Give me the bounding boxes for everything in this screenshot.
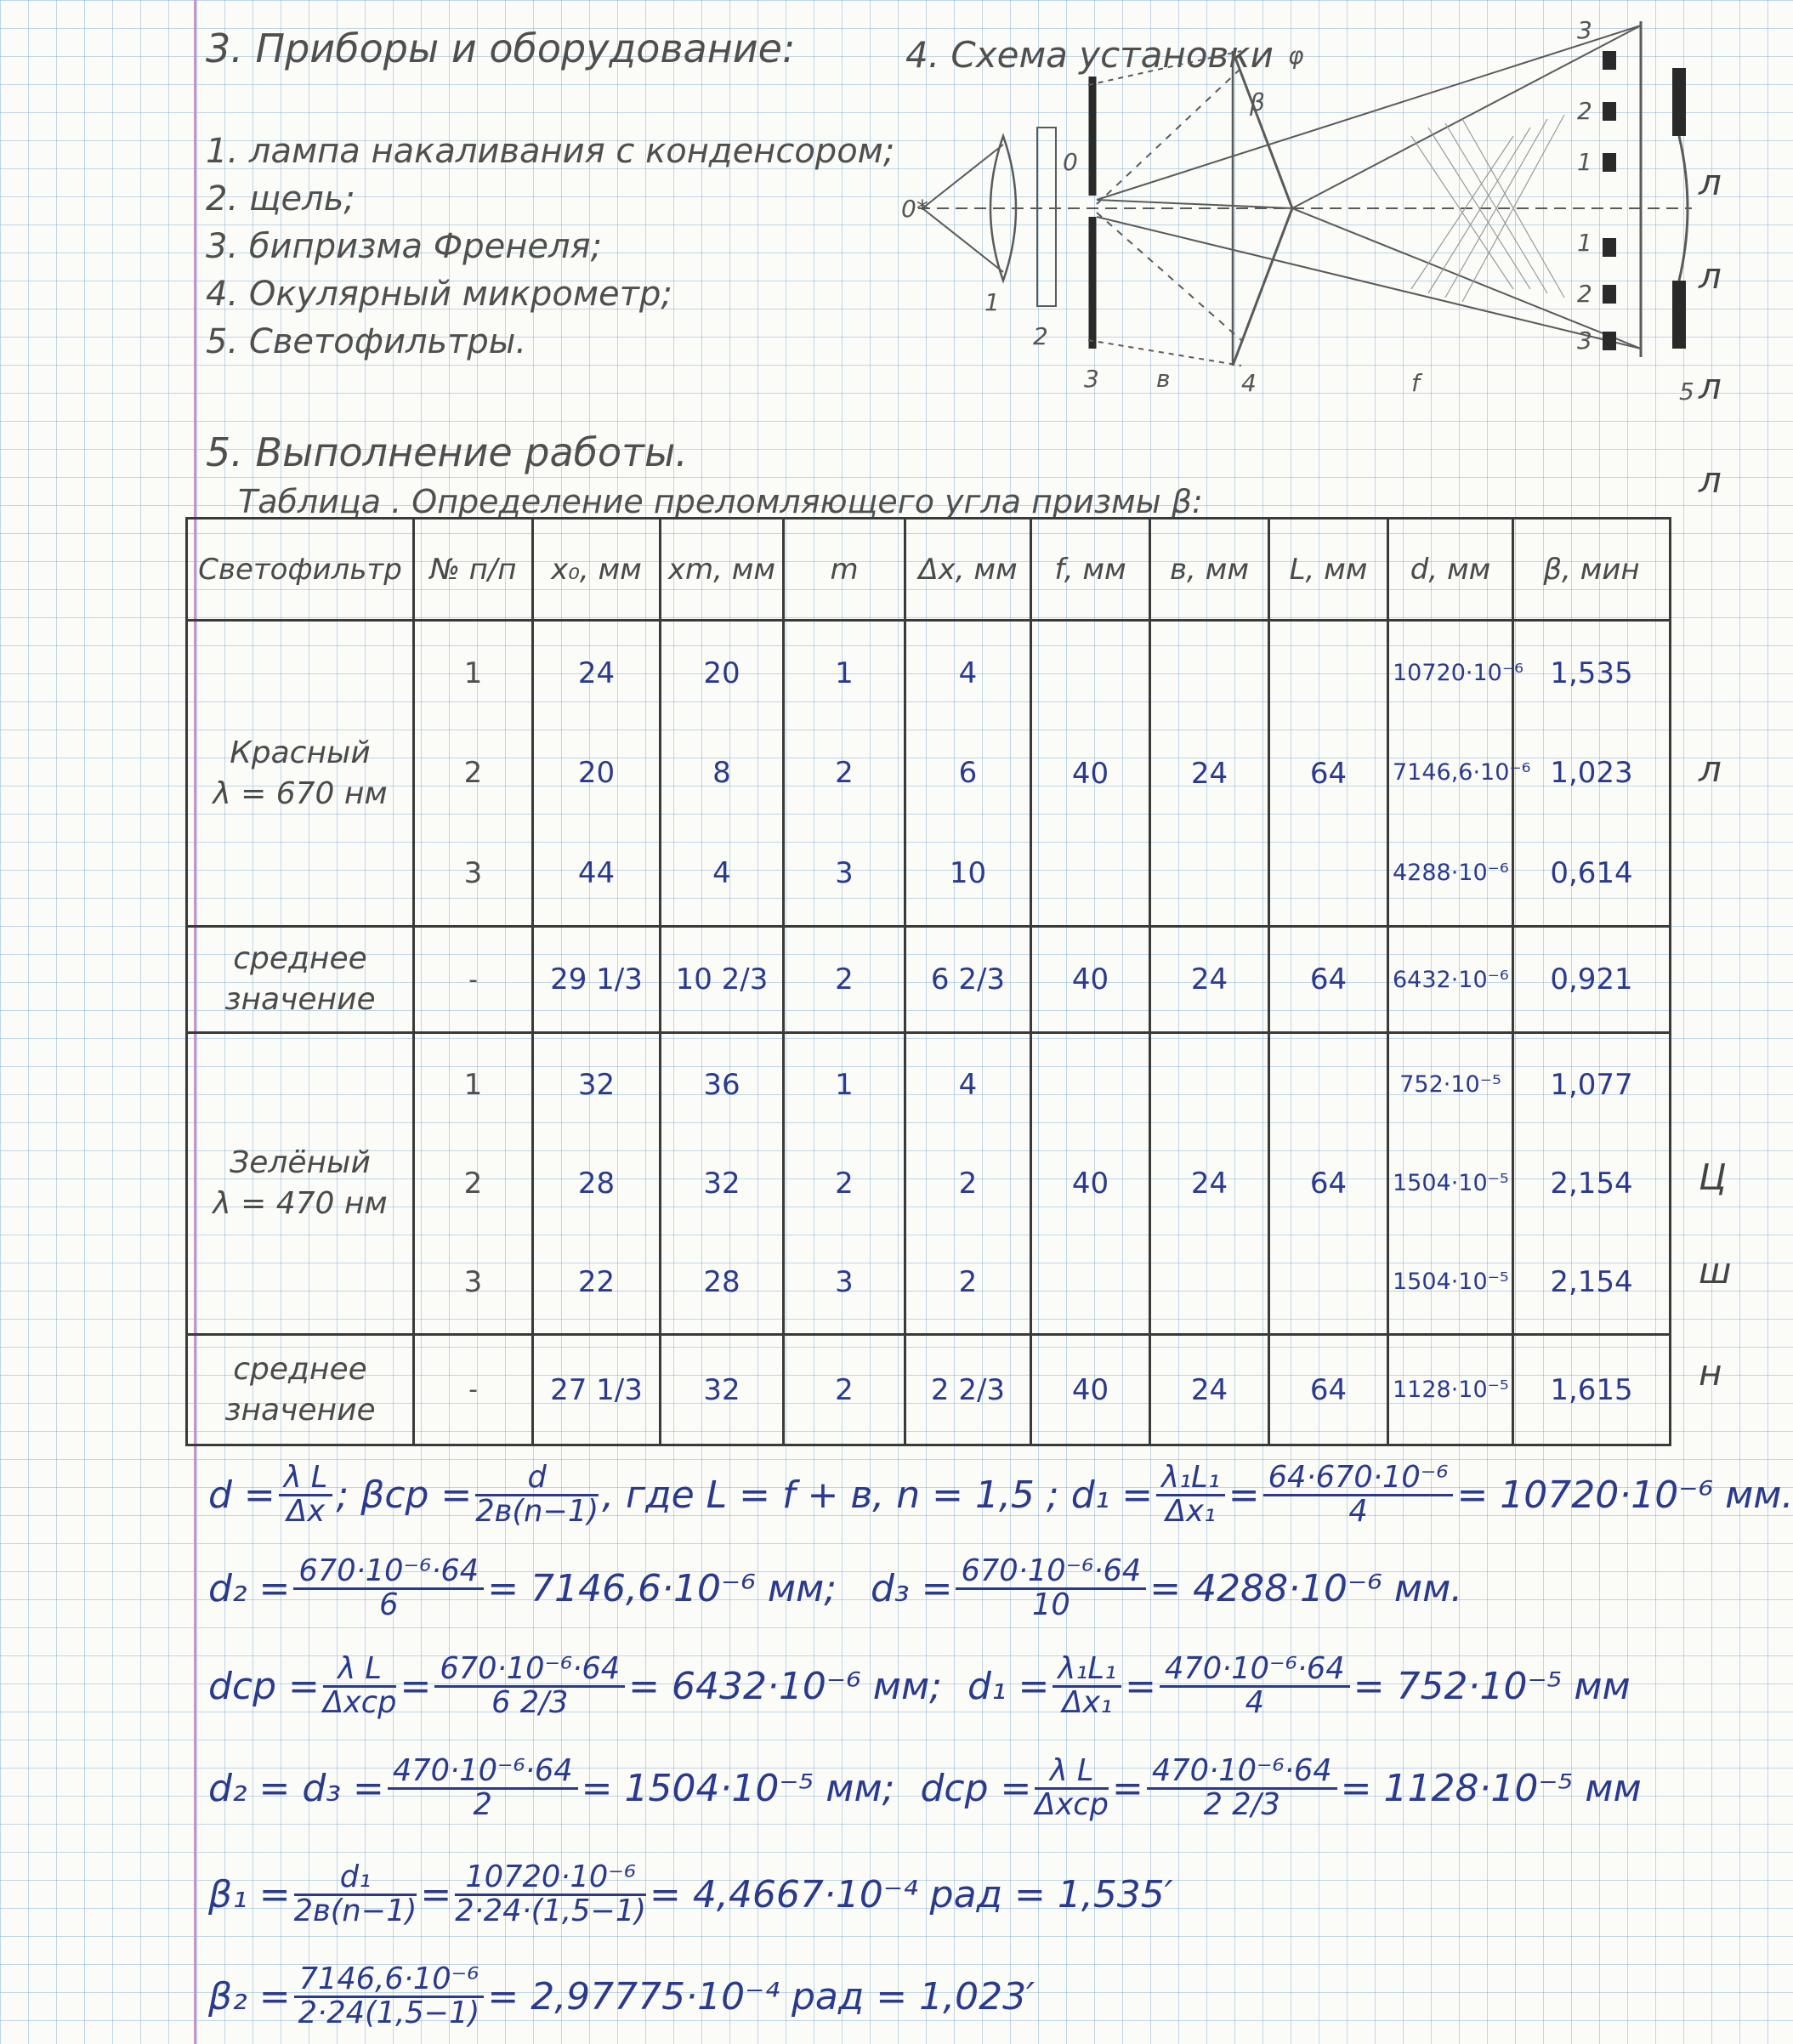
table-cell: 2 [784,927,905,1033]
col-header-dx: Δx, мм [905,519,1031,621]
col-header-m: m [784,519,905,621]
table-cell: 1,615 [1513,1335,1671,1445]
table-caption: Таблица . Определение преломляющего угла призмы β: [238,483,1203,520]
average-label: среднее значение [187,1335,414,1445]
table-cell: 1,077 [1550,1068,1633,1102]
table-cell: 3 [835,856,854,891]
fraction [956,1553,1146,1622]
diagram-label: 0 [1063,148,1078,176]
fraction-numerator: λ L [279,1462,333,1496]
table-cell: 3 [463,856,483,891]
diagram-label: 2 [1577,97,1592,125]
fraction-numerator: 470·10⁻⁶·64 [1160,1654,1350,1688]
right-margin-mark: Ц [1699,1156,1727,1198]
table-cell: 7146,6·10⁻⁶ [1393,759,1531,786]
diagram-label: 2 [1577,280,1592,308]
table-cell: 2,154 [1550,1167,1633,1201]
formula-text: = 6432·10⁻⁶ мм; [628,1664,942,1708]
table-cell: 64 [1269,1033,1388,1335]
formula-text: , где L = f + в, n = 1,5 ; [602,1473,1059,1517]
filter-cell-green [187,1033,414,1335]
fraction [293,1553,484,1622]
table-cell: 3 [463,1265,483,1299]
table-cell: 40 [1031,1335,1150,1445]
table-cell: 24 [1150,1335,1269,1445]
calc-line-3 [208,1651,1631,1720]
table-cell: 10 [949,856,987,891]
right-margin-mark: л [1699,459,1722,501]
table-row-red-average [187,927,1671,1033]
table-cell: 1,023 [1550,756,1633,791]
formula-text: ; βср = [336,1473,473,1517]
diagram-label: 4 [1241,369,1257,397]
diagram-label: 1 [984,288,1000,316]
formula-text: = 752·10⁻⁵ мм [1353,1664,1631,1708]
table-cell: 4 [958,656,978,690]
equipment-item: 1. лампа накаливания с конденсором; [206,132,895,171]
formula-text: = 10720·10⁻⁶ мм. [1456,1473,1793,1517]
fraction-denominator: 6 2/3 [491,1684,569,1720]
formula-text: d₁ = [1070,1473,1154,1517]
table-cell: 32 [661,1335,784,1445]
right-margin-mark: л [1699,748,1722,790]
col-header-b: в, мм [1150,519,1269,621]
diagram-label: 3 [1577,16,1592,44]
formula-text: β₂ = [208,1974,291,2018]
table-cell: 6 2/3 [905,927,1031,1033]
table-cell: 22 [577,1265,616,1299]
formula-text: = [400,1664,432,1708]
formula-text: = 4288·10⁻⁶ мм. [1149,1566,1463,1610]
fraction-denominator: Δxср [1035,1786,1109,1822]
fraction [279,1462,333,1528]
fraction-numerator: 7146,6·10⁻⁶ [294,1964,485,1998]
table-cell: 28 [577,1167,616,1201]
scheme-title: 4. Схема установки [905,34,1274,76]
equipment-list [206,128,894,366]
table-cell: 40 [1031,621,1150,927]
table-cell: 24 [1150,1033,1269,1335]
calc-line-6 [208,1964,1035,2030]
table-cell: 1 [835,656,854,690]
table-cell: - [414,927,533,1033]
filter-wavelength: λ = 470 нм [213,1186,388,1221]
table-cell: 1128·10⁻⁵ [1388,1335,1513,1445]
fraction-denominator: 10 [1031,1587,1070,1622]
fraction-denominator: 6 [379,1587,399,1622]
col-header-beta: β, мин [1513,519,1671,621]
fraction-numerator: λ₁L₁ [1156,1462,1225,1496]
table-cell: 1504·10⁻⁵ [1393,1170,1509,1196]
table-cell: 40 [1031,1033,1150,1335]
calc-line-4 [208,1753,1642,1822]
table-row-green-average [187,1335,1671,1445]
table-cell: 1504·10⁻⁵ [1393,1269,1509,1295]
col-header-filter: Светофильтр [187,519,414,621]
fraction [322,1651,397,1720]
formula-text: d = [208,1473,275,1517]
fraction-numerator: 64·670·10⁻⁶ [1263,1462,1454,1496]
fraction-denominator: 4 [1245,1684,1265,1720]
table-cell: 2 [835,1167,854,1201]
diagram-label: 1 [1577,148,1592,176]
table-cell: 10 2/3 [661,927,784,1033]
formula-text: = 7146,6·10⁻⁶ мм; [487,1566,837,1610]
fraction [1053,1651,1121,1720]
formula-text: = [1111,1766,1143,1810]
table-cell: 20 [703,656,740,690]
table-cell: 1 [835,1068,854,1102]
table-cell: 24 [1150,927,1269,1033]
diagram-label: 2 [1033,322,1048,350]
diagram-label: 3 [1084,365,1099,393]
formula-text: dср = [208,1664,320,1708]
col-header-xm: xm, мм [661,519,784,621]
table-cell: 2 2/3 [905,1335,1031,1445]
fraction-numerator: 670·10⁻⁶·64 [956,1556,1146,1590]
fraction [388,1753,578,1822]
col-header-L: L, мм [1269,519,1388,621]
equipment-item: 5. Светофильтры. [206,322,527,361]
fraction-denominator: 2·24(1,5−1) [298,1995,480,2030]
light-filter-plate [1037,128,1056,306]
filter-name: Красный [230,735,371,770]
table-cell: 752·10⁻⁵ [1399,1071,1501,1098]
fraction-numerator: λ L [1035,1756,1109,1790]
table-cell: 29 1/3 [533,927,661,1033]
work-title: 5. Выполнение работы. [206,429,688,475]
formula-text: d₁ = [967,1664,1050,1708]
formula-text: β₁ = [208,1872,291,1916]
table-cell: 4 [958,1068,978,1102]
fraction [1035,1753,1109,1822]
equipment-title: 3. Приборы и оборудование: [206,26,796,71]
fraction-numerator: 10720·10⁻⁶ [455,1862,646,1896]
table-cell: 20 [577,756,616,791]
table-cell: 2 [958,1167,978,1201]
fraction-denominator: 4 [1348,1493,1368,1529]
fraction-numerator: d [475,1462,599,1496]
fraction [293,1859,417,1928]
table-cell: 40 [1031,927,1150,1033]
table-cell: 4 [712,856,731,891]
table-cell: 8 [712,756,731,791]
equipment-item: 2. щель; [206,179,355,219]
table-cell: 0,921 [1513,927,1671,1033]
calc-line-2 [208,1553,1463,1622]
col-header-num: № п/п [414,519,533,621]
formula-text: d₃ = [871,1566,953,1610]
fraction-numerator: λ L [323,1654,397,1688]
col-header-f: f, мм [1031,519,1150,621]
diagram-label-beta: β [1250,88,1265,116]
fraction-denominator: Δx [287,1493,326,1529]
fraction-numerator: 670·10⁻⁶·64 [293,1556,484,1590]
table-cell: 6 [958,756,978,791]
table-cell: 6432·10⁻⁶ [1388,927,1513,1033]
fraction [455,1859,647,1928]
filter-cell-red [187,621,414,927]
diagram-label-f: f [1411,369,1420,397]
diagram-label: 3 [1577,326,1592,355]
table-cell: - [414,1335,533,1445]
fraction-denominator: Δx₁ [1062,1684,1113,1720]
fraction [1160,1651,1350,1720]
formula-text: = 2,97775·10⁻⁴ рад = 1,023′ [487,1974,1036,2018]
table-cell: 2 [463,1167,483,1201]
right-margin-mark: л [1699,366,1722,407]
table-cell: 3 [835,1265,854,1299]
diagram-label-phi: φ [1288,42,1304,70]
diagram-label-b: в [1156,365,1171,393]
average-label: среднее значение [187,927,414,1033]
fraction-numerator: d₁ [294,1862,417,1896]
right-margin-mark: н [1699,1352,1722,1394]
fraction-denominator: 2·24·(1,5−1) [455,1893,647,1928]
beta-table [185,517,1671,1446]
fraction-denominator: 2в(n−1) [293,1893,417,1928]
table-cell: 10720·10⁻⁶ [1393,659,1523,686]
table-cell: 2 [958,1265,978,1299]
table-cell: 1 [463,656,483,690]
fraction-denominator: 2 [473,1786,492,1822]
table-cell: 32 [577,1068,616,1102]
fraction-numerator: λ₁L₁ [1053,1654,1121,1688]
formula-text: d₂ = [208,1566,291,1610]
table-row-green [187,1033,1671,1335]
formula-text: = [420,1872,452,1916]
fraction [1147,1753,1337,1822]
fraction-denominator: Δxср [322,1684,397,1720]
fraction-numerator: 470·10⁻⁶·64 [388,1756,578,1790]
fraction [1156,1462,1225,1528]
table-cell: 28 [703,1265,740,1299]
right-margin-mark: л [1699,162,1722,203]
formula-text: dср = [920,1766,1032,1810]
diagram-label: 1 [1577,229,1592,257]
formula-text: = 1128·10⁻⁵ мм [1340,1766,1642,1810]
table-cell: 24 [1150,621,1269,927]
formula-text: = [1125,1664,1156,1708]
filter-name: Зелёный [230,1145,371,1180]
formula-text: d₂ = d₃ = [208,1766,384,1810]
fraction [294,1964,485,2030]
equipment-item: 3. бипризма Френеля; [206,227,603,266]
col-header-x0: x₀, мм [533,519,661,621]
fraction-denominator: 2в(n−1) [475,1493,599,1529]
diagram-label: 5 [1679,378,1694,406]
right-margin-mark: ш [1699,1250,1732,1292]
table-cell: 64 [1269,621,1388,927]
formula-text: = 1504·10⁻⁵ мм; [581,1766,895,1810]
table-cell: 2 [463,756,483,791]
fraction [1263,1462,1454,1528]
table-cell: 4288·10⁻⁶ [1393,860,1509,887]
table-cell: 1,535 [1550,656,1633,690]
col-header-d: d, мм [1388,519,1513,621]
calc-line-5 [208,1859,1173,1928]
fraction-numerator: 470·10⁻⁶·64 [1147,1756,1337,1790]
table-cell: 64 [1269,1335,1388,1445]
setup-diagram [901,0,1717,408]
fraction [434,1651,625,1720]
table-cell: 44 [577,856,616,891]
formula-text: = [1228,1473,1260,1517]
table-cell: 36 [703,1068,740,1102]
table-header-row [187,519,1671,621]
table-row-red [187,621,1671,927]
table-cell: 32 [703,1167,740,1201]
calc-line-1 [208,1462,1793,1528]
table-cell: 2,154 [1550,1265,1633,1299]
filter-wavelength: λ = 670 нм [213,775,388,811]
right-margin-mark: л [1699,255,1722,297]
table-cell: 64 [1269,927,1388,1033]
table-cell: 24 [577,656,616,690]
fraction-denominator: Δx₁ [1165,1493,1216,1529]
table-cell: 2 [784,1335,905,1445]
fraction-numerator: 670·10⁻⁶·64 [434,1654,625,1688]
table-cell: 1 [463,1068,483,1102]
formula-text: = 4,4667·10⁻⁴ рад = 1,535′ [650,1872,1173,1916]
diagram-label-source: 0* [901,195,928,223]
fraction [475,1462,599,1528]
table-cell: 2 [835,756,854,791]
equipment-item: 4. Окулярный микрометр; [206,275,672,314]
table-cell: 0,614 [1550,856,1633,891]
table-cell: 27 1/3 [533,1335,661,1445]
fraction-denominator: 2 2/3 [1203,1786,1280,1822]
